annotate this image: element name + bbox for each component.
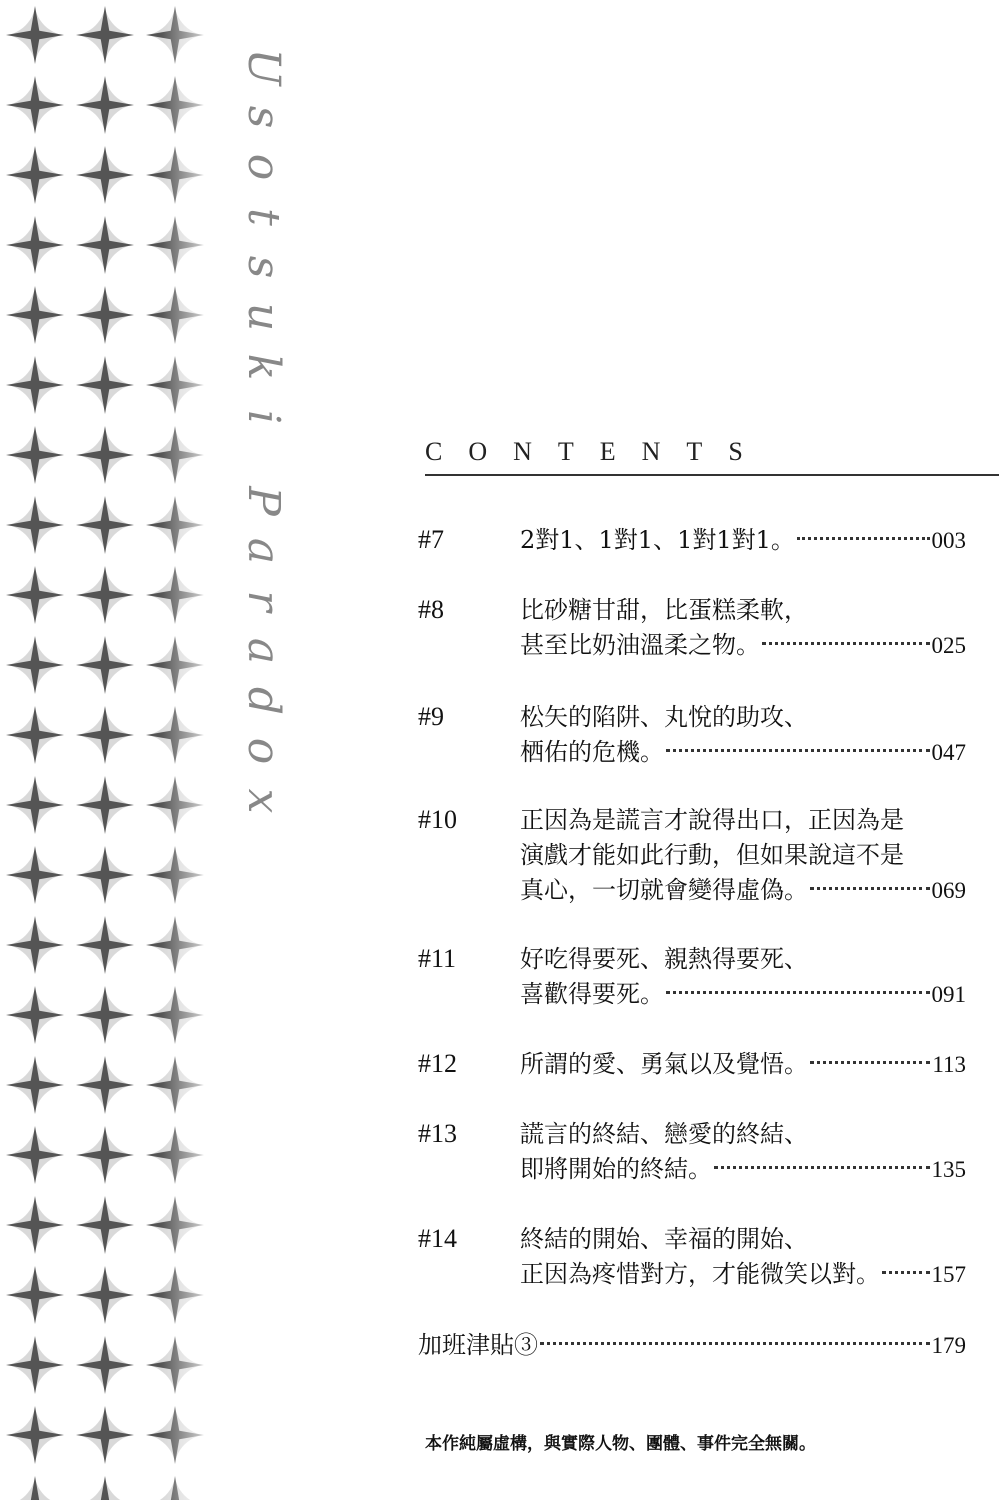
vertical-title-letter: i (238, 409, 289, 425)
vertical-title-letter: a (238, 537, 289, 565)
page-number: 157 (931, 1262, 966, 1287)
vertical-title-letter: t (238, 208, 289, 226)
dot-leader (810, 1061, 930, 1064)
page-number: 069 (931, 878, 966, 903)
vertical-title-letter: P (238, 486, 289, 516)
chapter-title-line: 松矢的陷阱、丸悅的助攻、 (520, 703, 808, 731)
chapter-number: #10 (418, 805, 457, 834)
chapter-title-line: 演戲才能如此行動，但如果說這不是 (520, 841, 904, 869)
contents-heading: CONTENTS (425, 437, 769, 466)
vertical-title-letter: a (238, 637, 289, 665)
dot-leader (882, 1271, 930, 1274)
dot-leader (666, 991, 930, 994)
chapter-number: #13 (418, 1119, 457, 1148)
vertical-title-letter: s (238, 255, 289, 279)
vertical-title-letter: o (238, 153, 289, 181)
chapter-title-line: 比砂糖甘甜，比蛋糕柔軟， (520, 596, 808, 624)
dot-leader (810, 887, 930, 890)
page-number: 135 (931, 1157, 966, 1182)
chapter-title-line: 甚至比奶油溫柔之物。 (520, 631, 760, 659)
chapter-title-line: 好吃得要死、親熱得要死、 (520, 945, 808, 973)
vertical-title-letter: r (238, 590, 289, 612)
chapter-title-line: 所謂的愛、勇氣以及覺悟。 (520, 1050, 808, 1078)
vertical-title-letter: u (238, 302, 289, 332)
extra-title: 加班津貼③ (418, 1331, 538, 1359)
disclaimer-text: 本作純屬虛構，與實際人物、團體、事件完全無關。 (425, 1434, 816, 1454)
dot-leader (540, 1342, 930, 1345)
dot-leader (762, 642, 930, 645)
heading-rule (425, 474, 999, 476)
chapter-title-line: 正因為是謊言才說得出口，正因為是 (520, 806, 904, 834)
dot-leader (666, 749, 930, 752)
chapter-title-line: 正因為疼惜對方，才能微笑以對。 (520, 1260, 880, 1288)
chapter-title-line: 謊言的終結、戀愛的終結、 (520, 1120, 808, 1148)
chapter-number: #7 (418, 525, 444, 554)
chapter-title-line: 栖佑的危機。 (520, 738, 664, 766)
page-number: 113 (932, 1052, 966, 1077)
vertical-title-letter: x (238, 788, 289, 814)
chapter-number: #12 (418, 1049, 457, 1078)
vertical-title-letter: U (238, 48, 289, 86)
chapter-title-line: 喜歡得要死。 (520, 980, 664, 1008)
vertical-title (228, 42, 298, 826)
dot-leader (797, 537, 930, 540)
chapter-title-line: 即將開始的終結。 (520, 1155, 712, 1183)
vertical-title-letter: k (238, 353, 289, 381)
page-number: 025 (931, 633, 966, 658)
decorative-pattern-strip (0, 0, 215, 1500)
page-number: 003 (931, 528, 966, 553)
quatrefoil-pattern (0, 0, 215, 1500)
page-number: 091 (931, 982, 966, 1007)
chapter-number: #9 (418, 702, 444, 731)
dot-leader (714, 1166, 930, 1169)
vertical-title-letter: o (238, 737, 289, 765)
chapter-number: #11 (418, 944, 457, 973)
chapter-number: #8 (418, 595, 444, 624)
chapter-title-line: 終結的開始、幸福的開始、 (520, 1225, 808, 1253)
vertical-title-letter: d (238, 686, 289, 716)
vertical-title-letter: s (238, 105, 289, 129)
chapter-number: #14 (418, 1224, 457, 1253)
chapter-title-line: 2對1、1對1、1對1對1。 (520, 526, 795, 554)
page-number: 047 (931, 740, 966, 765)
page-number: 179 (931, 1333, 966, 1358)
chapter-title-line: 真心，一切就會變得虛偽。 (520, 876, 808, 904)
